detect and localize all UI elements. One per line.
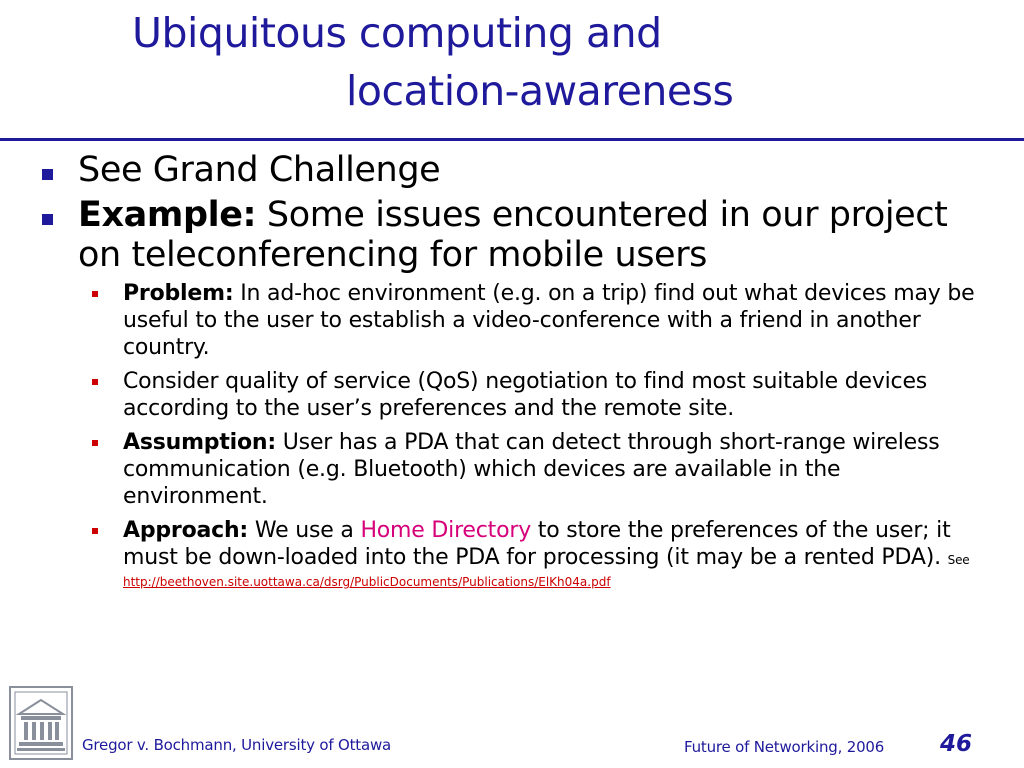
bullet-bold-label: Example:: [78, 195, 257, 235]
slide-title-line-1: Ubiquitous computing and: [132, 9, 662, 57]
footer-author: Gregor v. Bochmann, University of Ottawa: [82, 736, 392, 754]
see-label: See: [947, 553, 970, 567]
square-bullet-icon: [92, 440, 98, 446]
slide-title: [132, 4, 992, 120]
square-bullet-icon: [92, 528, 98, 534]
home-directory-highlight: Home Directory: [360, 518, 532, 543]
square-bullet-icon: [42, 214, 53, 225]
footer-event: Future of Networking, 2006: [684, 738, 885, 756]
sub-bullet-assumption: [123, 429, 990, 510]
sub-bullet-text: We use a: [248, 518, 361, 543]
bullet-see-grand-challenge: [40, 150, 990, 190]
sub-bullet-problem: [123, 280, 990, 361]
square-bullet-icon: [92, 291, 98, 297]
sub-bullet-approach: [123, 517, 990, 590]
sub-bullet-bold-label: Problem:: [123, 281, 234, 306]
sub-bullet-text-continued: to store the preferences of the user; it must be down-loaded into the PDA for processing (it may be a rented PDA).: [123, 518, 951, 570]
sub-bullet-bold-label: Assumption:: [123, 430, 276, 455]
sub-bullet-text: In ad-hoc environment (e.g. on a trip) find out what devices may be useful to the user to establish a video-conference with a friend in another country.: [123, 281, 975, 360]
sub-bullet-qos: [123, 368, 990, 422]
title-divider: [0, 138, 1024, 141]
slide-title-line-2: location-awareness: [346, 67, 734, 115]
page-number: 46: [940, 731, 973, 757]
square-bullet-icon: [42, 169, 53, 180]
square-bullet-icon: [92, 379, 98, 385]
publication-link[interactable]: http://beethoven.site.uottawa.ca/dsrg/PublicDocuments/Publications/ElKh04a.pdf: [123, 575, 611, 589]
sub-bullet-text: Consider quality of service (QoS) negotiation to find most suitable devices according to the user’s preferences and the remote site.: [123, 369, 928, 421]
bullet-text: See Grand Challenge: [78, 150, 441, 190]
bullet-example: [40, 195, 990, 275]
sub-bullet-text: User has a PDA that can detect through short-range wireless communication (e.g. Bluetooth) which devices are available in the environment.: [123, 430, 940, 509]
university-building-logo-icon: [9, 686, 73, 760]
sub-bullet-bold-label: Approach:: [123, 518, 249, 543]
slide-body: [40, 150, 990, 597]
bullet-text: Some issues encountered in our project on teleconferencing for mobile users: [78, 195, 948, 275]
